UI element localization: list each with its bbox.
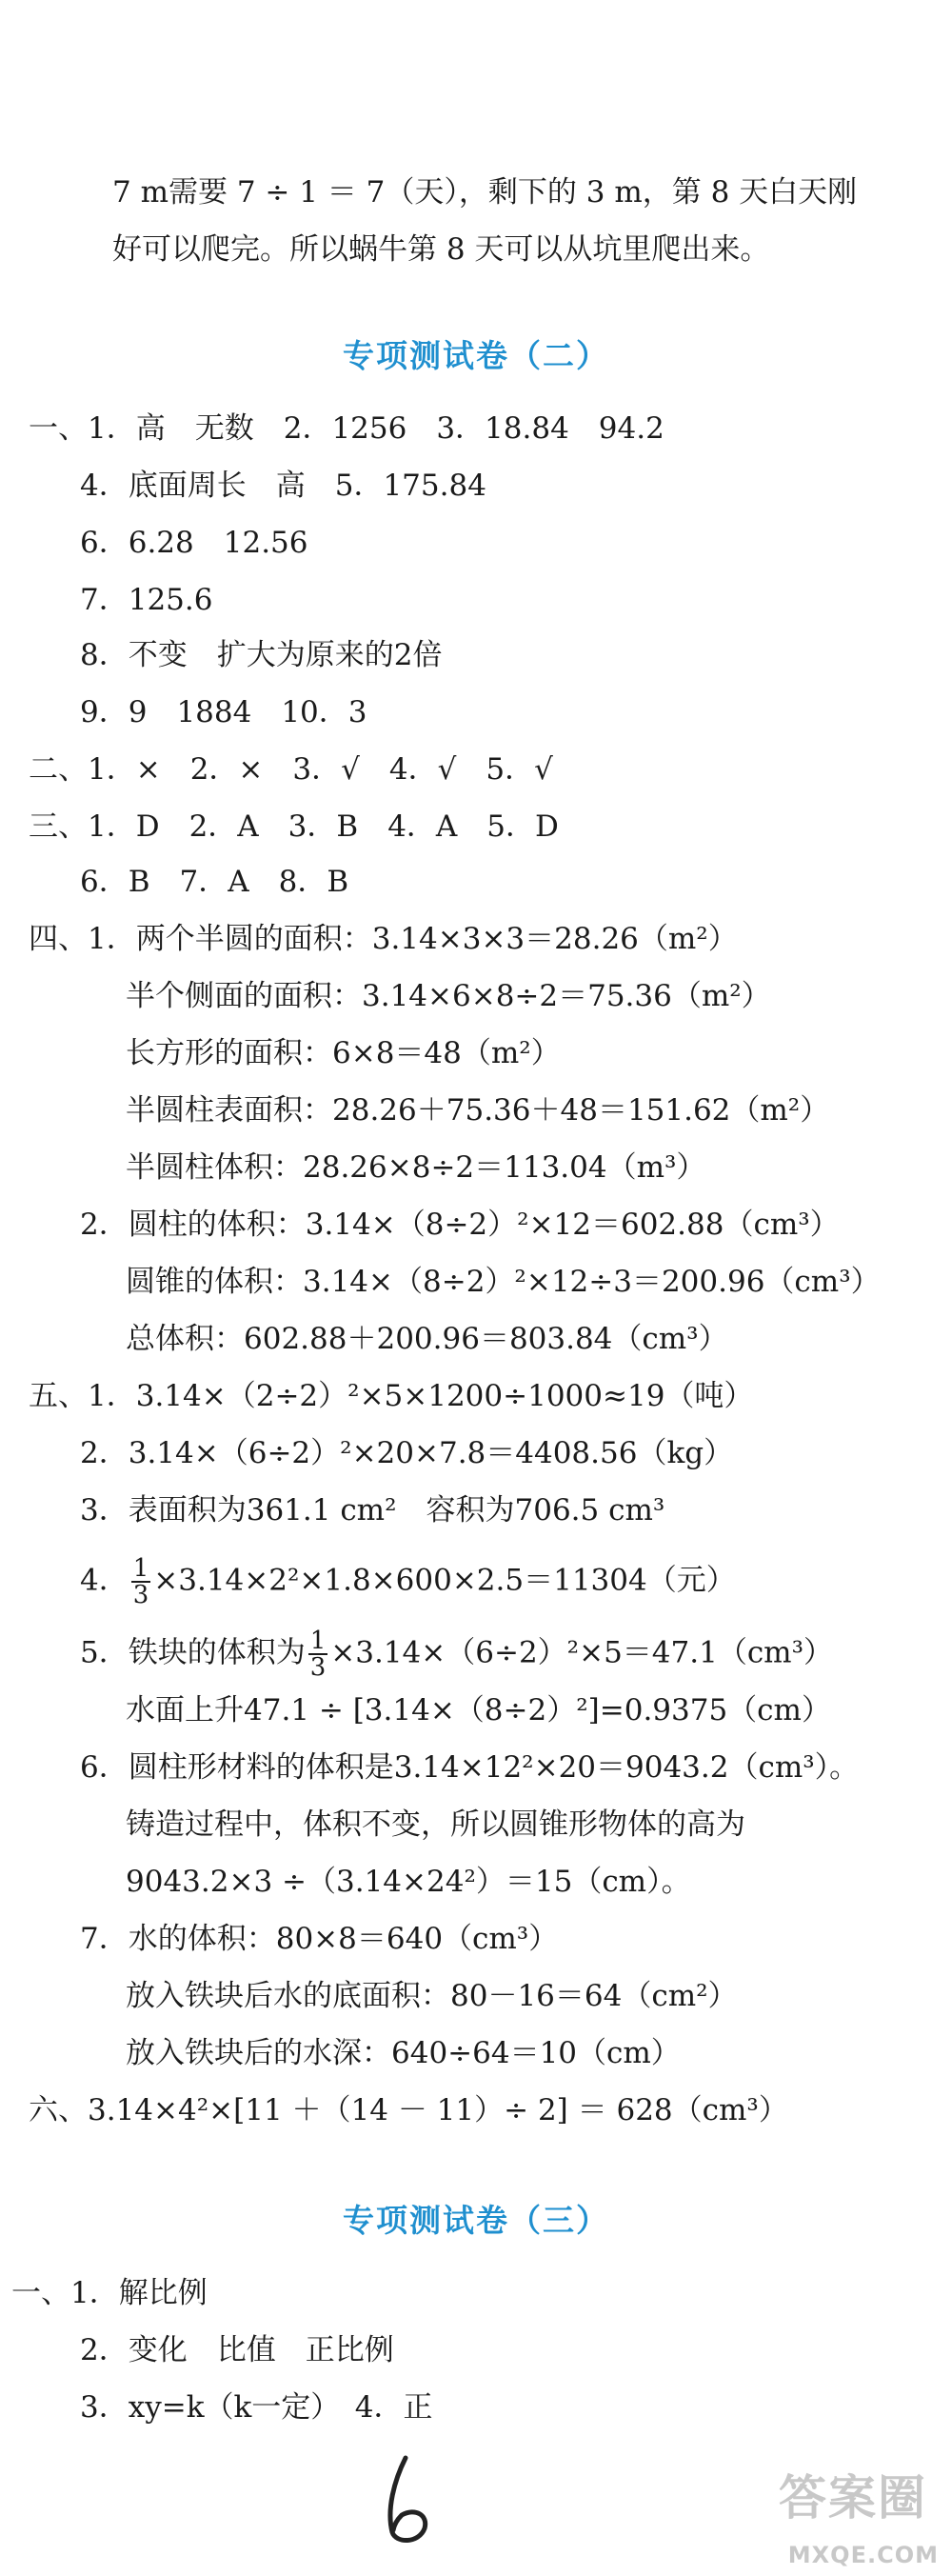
s2-line-18: 五、1．3.14×（2÷2）²×5×1200÷1000≈19（吨） [29,1379,754,1413]
s2-line-19: 2．3.14×（6÷2）²×20×7.8＝4408.56（kg） [80,1436,734,1470]
fraction-denominator: 3 [309,1653,327,1682]
intro-line-2: 好可以爬完。所以蜗牛第 8 天可以从坑里爬出来。 [112,232,770,267]
fraction-denominator: 3 [132,1581,149,1609]
s2-line-4: 7．125.6 [80,583,213,617]
s3-line-3: 3．xy=k（k一定） 4．正 [80,2390,433,2425]
fraction-numerator: 1 [309,1627,327,1655]
s2-line-5: 8．不变 扩大为原来的2倍 [80,638,443,672]
s2-line-11: 半个侧面的面积：3.14×6×8÷2＝75.36（m²） [126,979,771,1013]
s2-line-10: 四、1．两个半圆的面积：3.14×3×3＝28.26（m²） [29,922,738,956]
s3-line-2: 2．变化 比值 正比例 [80,2333,394,2367]
s2-line-26: 9043.2×3 ÷（3.14×24²）＝15（cm）。 [126,1865,691,1899]
s2-line-20: 3．表面积为361.1 cm² 容积为706.5 cm³ [80,1493,665,1528]
watermark-url: MXQE.COM [787,2542,939,2568]
s2-line-21-label: 4． [80,1563,129,1598]
s2-line-23: 水面上升47.1 ÷ [3.14×（8÷2）²]=0.9375（cm） [126,1693,831,1727]
s2-line-8: 三、1．D 2．A 3．B 4．A 5．D [29,809,559,844]
s2-line-28: 放入铁块后水的底面积：80－16＝64（cm²） [126,1979,738,2013]
s2-line-9: 6．B 7．A 8．B [80,865,349,899]
s2-line-2: 4．底面周长 高 5．175.84 [80,469,486,503]
s2-line-21-expr: ×3.14×2²×1.8×600×2.5＝11304（元） [153,1563,736,1598]
s2-line-24: 6．圆柱形材料的体积是3.14×12²×20＝9043.2（cm³）。 [80,1750,860,1785]
intro-line-1: 7 m需要 7 ÷ 1 ＝ 7（天），剩下的 3 m，第 8 天白天刚 [112,175,858,210]
s2-line-25: 铸造过程中，体积不变，所以圆锥形物体的高为 [126,1807,745,1842]
section-2-title: 专项测试卷（二） [343,337,609,374]
fraction-one-third [131,1556,151,1608]
s2-line-22 [80,1628,833,1680]
s2-line-29: 放入铁块后的水深：640÷64＝10（cm） [126,2036,681,2070]
s2-line-22-label: 5．铁块的体积为 [80,1635,306,1670]
fraction-numerator: 1 [132,1554,149,1583]
s2-line-17: 总体积：602.88＋200.96＝803.84（cm³） [126,1322,728,1356]
s2-line-21 [80,1556,736,1608]
s2-line-12: 长方形的面积：6×8＝48（m²） [126,1036,561,1070]
s2-line-3: 6．6.28 12.56 [80,526,308,560]
s2-line-22-expr: ×3.14×（6÷2）²×5＝47.1（cm³） [330,1635,834,1670]
s2-line-13: 半圆柱表面积：28.26＋75.36＋48＝151.62（m²） [126,1093,830,1128]
s2-line-1: 一、1．高 无数 2．1256 3．18.84 94.2 [29,411,664,446]
watermark [746,2460,946,2574]
watermark-logo: 答案圈 [779,2470,927,2526]
section-3-title: 专项测试卷（三） [343,2202,609,2239]
s2-line-7: 二、1．× 2．× 3．√ 4．√ 5．√ [29,752,553,787]
fraction-one-third [308,1628,328,1680]
s3-line-1: 一、1．解比例 [11,2276,208,2310]
s2-line-27: 7．水的体积：80×8＝640（cm³） [80,1922,559,1956]
s2-line-30: 六、3.14×4²×[11 ＋（14 － 11）÷ 2] ＝ 628（cm³） [29,2093,788,2127]
s2-line-14: 半圆柱体积：28.26×8÷2＝113.04（m³） [126,1150,706,1185]
s2-line-6: 9．9 1884 10．3 [80,695,367,729]
s2-line-16: 圆锥的体积：3.14×（8÷2）²×12÷3＝200.96（cm³） [126,1265,881,1299]
handwritten-mark [377,2452,444,2547]
s2-line-15: 2．圆柱的体积：3.14×（8÷2）²×12＝602.88（cm³） [80,1208,840,1242]
